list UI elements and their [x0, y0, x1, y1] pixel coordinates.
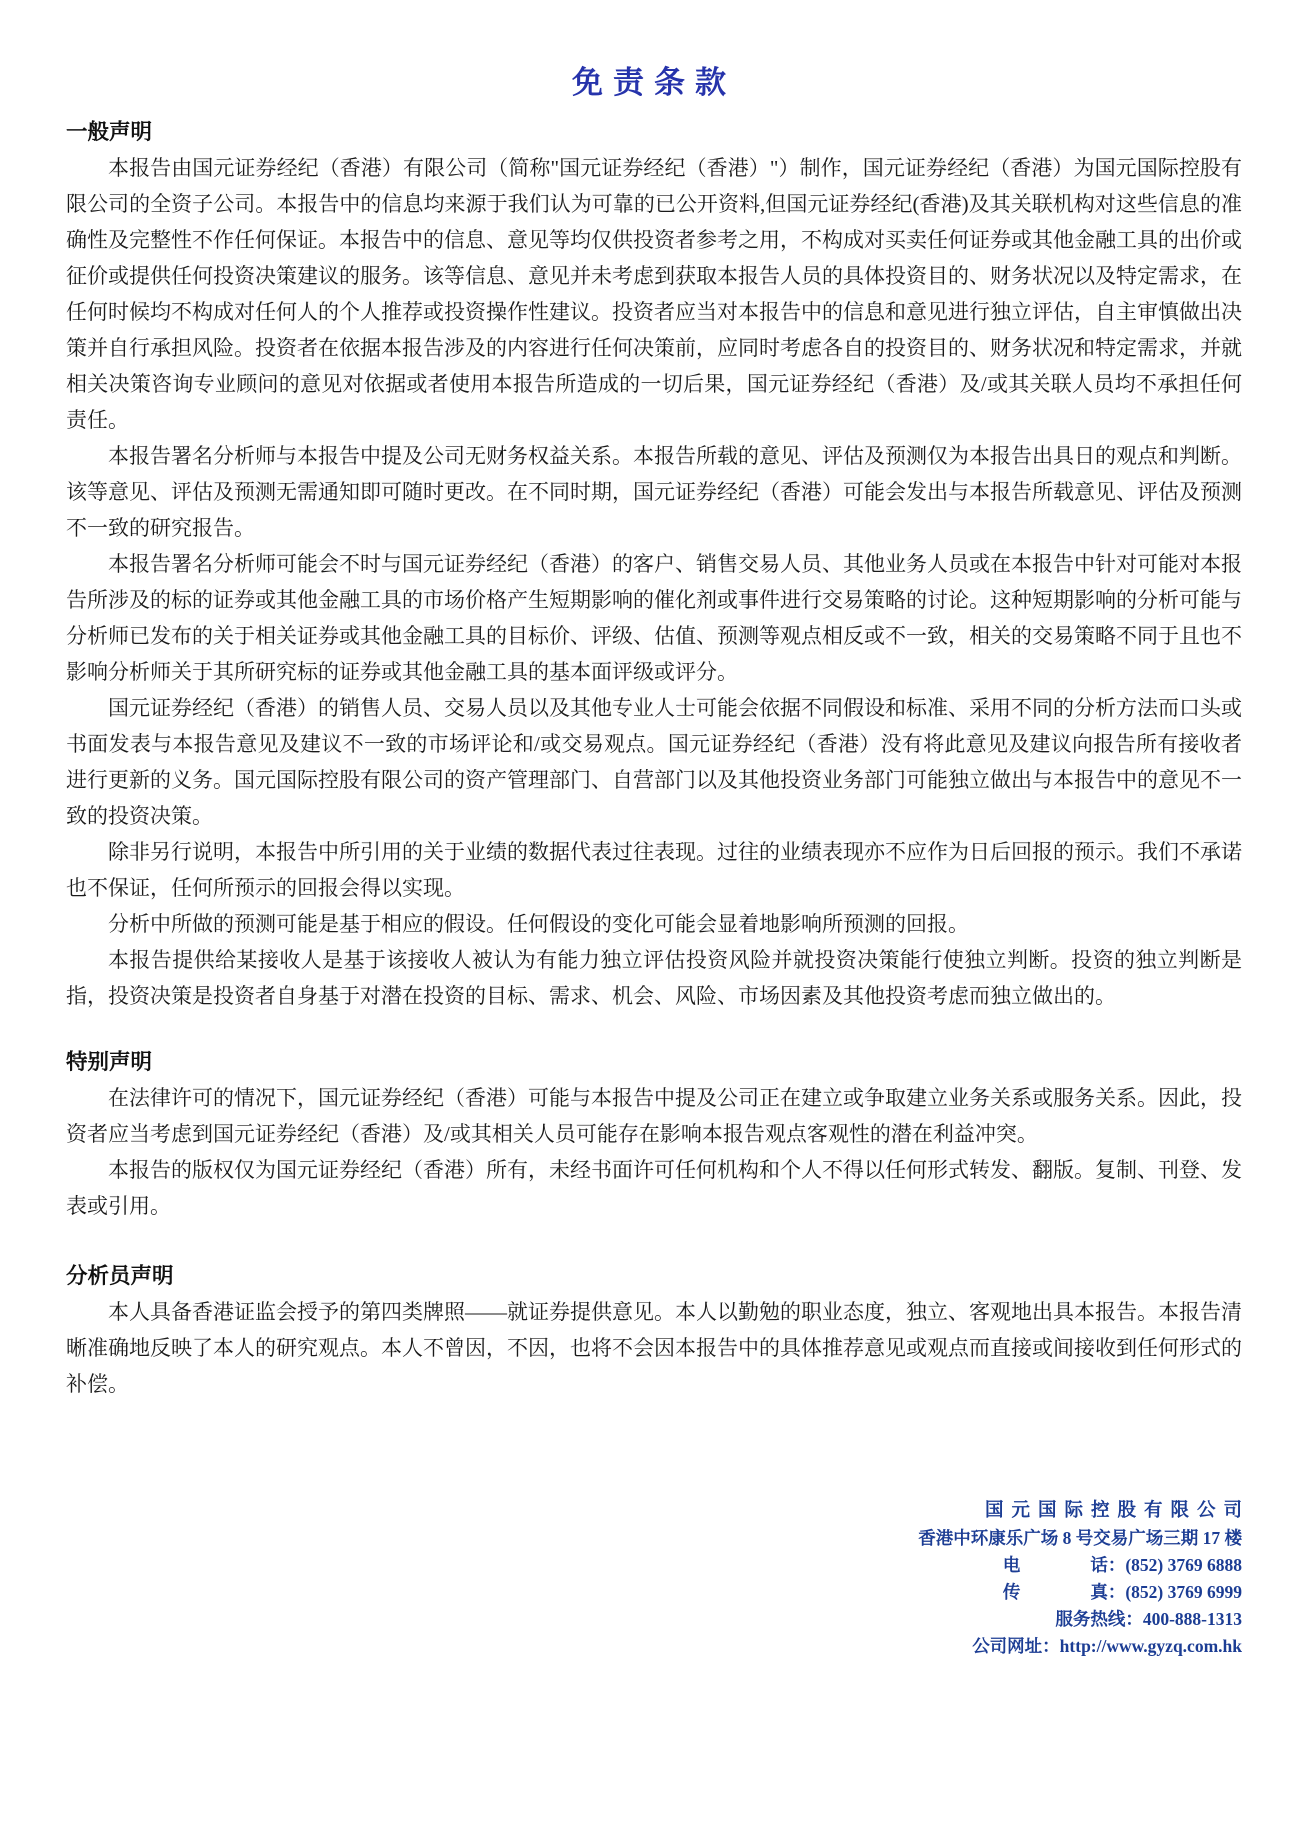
general-paragraph-2: 本报告署名分析师与本报告中提及公司无财务权益关系。本报告所载的意见、评估及预测仅为本报告出具日的观点和判断。该等意见、评估及预测无需通知即可随时更改。在不同时期，国元证券经纪（香港）可能会发出与本报告所载意见、评估及预测不一致的研究报告。 [66, 444, 1242, 540]
section-special-statement [66, 1044, 1242, 1224]
section-general-statement [66, 114, 1242, 1014]
general-paragraph-1: 本报告由国元证券经纪（香港）有限公司（简称"国元证券经纪（香港）"）制作，国元证券经纪（香港）为国元国际控股有限公司的全资子公司。本报告中的信息均来源于我们认为可靠的已公开资料,但国元证券经纪(香港)及其关联机构对这些信息的准确性及完整性不作任何保证。本报告中的信息、意见等均仅供投资者参考之用，不构成对买卖任何证券或其他金融工具的出价或征价或提供任何投资决策建议的服务。该等信息、意见并未考虑到获取本报告人员的具体投资目的、财务状况以及特定需求，在任何时候均不构成对任何人的个人推荐或投资操作性建议。投资者应当对本报告中的信息和意见进行独立评估，自主审慎做出决策并自行承担风险。投资者在依据本报告涉及的内容进行任何决策前，应同时考虑各自的投资目的、财务状况和特定需求，并就相关决策咨询专业顾问的意见对依据或者使用本报告所造成的一切后果，国元证券经纪（香港）及/或其关联人员均不承担任何责任。 [66, 156, 1242, 432]
company-hotline: 服务热线：400-888-1313 [1055, 1609, 1242, 1629]
company-address: 香港中环康乐广场 8 号交易广场三期 17 楼 [918, 1528, 1242, 1548]
general-paragraph-6: 分析中所做的预测可能是基于相应的假设。任何假设的变化可能会显着地影响所预测的回报。 [108, 912, 969, 936]
general-statement-heading: 一般声明 [66, 120, 153, 144]
special-paragraph-2: 本报告的版权仅为国元证券经纪（香港）所有，未经书面许可任何机构和个人不得以任何形式转发、翻版。复制、刊登、发表或引用。 [66, 1158, 1242, 1218]
general-paragraph-4: 国元证券经纪（香港）的销售人员、交易人员以及其他专业人士可能会依据不同假设和标准、采用不同的分析方法而口头或书面发表与本报告意见及建议不一致的市场评论和/或交易观点。国元证券经纪（香港）没有将此意见及建议向报告所有接收者进行更新的义务。国元国际控股有限公司的资产管理部门、自营部门以及其他投资业务部门可能独立做出与本报告中的意见不一致的投资决策。 [66, 696, 1242, 828]
company-fax: 传 真：(852) 3769 6999 [1002, 1582, 1242, 1602]
general-paragraph-5: 除非另行说明，本报告中所引用的关于业绩的数据代表过往表现。过往的业绩表现亦不应作为日后回报的预示。我们不承诺也不保证，任何所预示的回报会得以实现。 [66, 840, 1242, 900]
company-name: 国元国际控股有限公司 [984, 1501, 1250, 1521]
special-paragraph-1: 在法律许可的情况下，国元证券经纪（香港）可能与本报告中提及公司正在建立或争取建立业务关系或服务关系。因此，投资者应当考虑到国元证券经纪（香港）及/或其相关人员可能存在影响本报告观点客观性的潜在利益冲突。 [66, 1086, 1242, 1146]
general-paragraph-3: 本报告署名分析师可能会不时与国元证券经纪（香港）的客户、销售交易人员、其他业务人员或在本报告中针对可能对本报告所涉及的标的证券或其他金融工具的市场价格产生短期影响的催化剂或事件进行交易策略的讨论。这种短期影响的分析可能与分析师已发布的关于相关证券或其他金融工具的目标价、评级、估值、预测等观点相反或不一致，相关的交易策略不同于且也不影响分析师关于其所研究标的证券或其他金融工具的基本面评级或评分。 [66, 552, 1242, 684]
analyst-paragraph-1: 本人具备香港证监会授予的第四类牌照——就证券提供意见。本人以勤勉的职业态度，独立、客观地出具本报告。本报告清晰准确地反映了本人的研究观点。本人不曾因，不因，也将不会因本报告中的具体推荐意见或观点而直接或间接收到任何形式的补偿。 [66, 1300, 1242, 1396]
company-website: 公司网址：http://www.gyzq.com.hk [972, 1636, 1242, 1656]
company-phone: 电 话：(852) 3769 6888 [1002, 1555, 1242, 1575]
company-footer [66, 1498, 1250, 1660]
page-title: 免责条款 [572, 65, 736, 100]
analyst-statement-heading: 分析员声明 [66, 1264, 174, 1288]
general-paragraph-7: 本报告提供给某接收人是基于该接收人被认为有能力独立评估投资风险并就投资决策能行使独立判断。投资的独立判断是指，投资决策是投资者自身基于对潜在投资的目标、需求、机会、风险、市场因素及其他投资考虑而独立做出的。 [66, 948, 1242, 1008]
section-analyst-statement [66, 1258, 1242, 1402]
special-statement-heading: 特别声明 [66, 1050, 153, 1074]
